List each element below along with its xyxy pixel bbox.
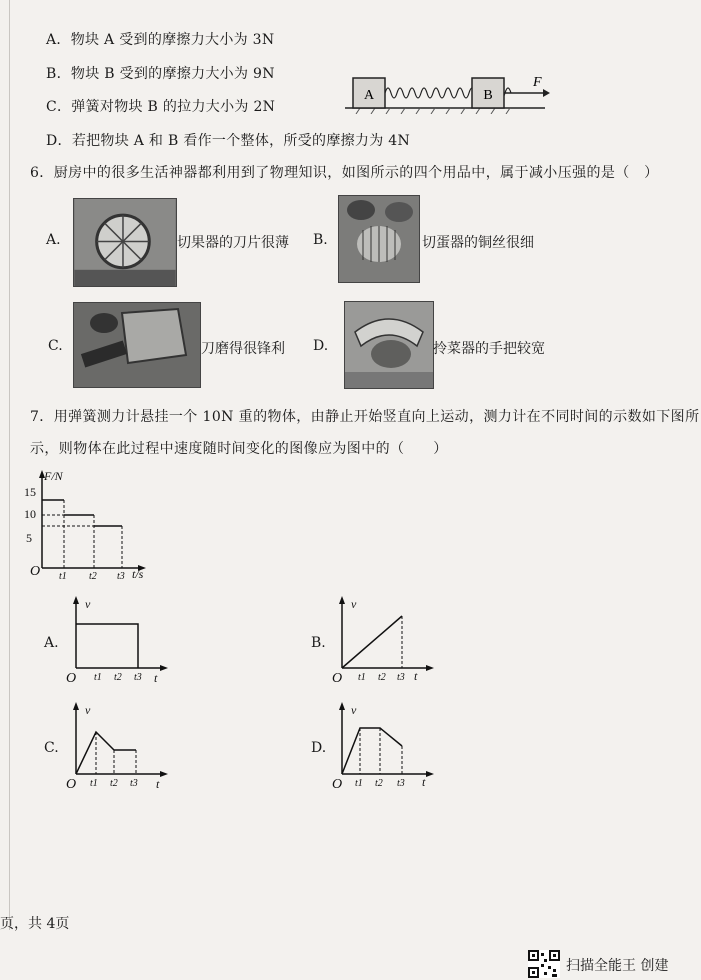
graph-c-t3: t3 [130,778,138,789]
q6-option-c-caption: 刀磨得很锋利 [201,341,285,357]
graph-b-t3: t3 [397,672,405,683]
cleaver-knife-photo [73,302,201,388]
q7-graph-a [64,594,174,684]
graph-c-t1: t1 [90,778,98,789]
graph-d-t2: t2 [375,778,383,789]
q7-choice-b-letter: B. [311,635,326,651]
graph-d-origin: O [332,777,343,792]
graph-c-origin: O [66,777,77,792]
q6-option-b-letter: B. [313,232,328,248]
q7-force-time-graph [20,466,160,584]
force-xtick-t3: t3 [117,571,125,582]
block-b-label: B [483,88,493,103]
page-footer: 页，共 4页 [0,916,70,932]
graph-c-ylabel: v [85,703,91,717]
q7-stem-line1: 7．用弹簧测力计悬挂一个 10N 重的物体，由静止开始竖直向上运动，测力计在不同时间的示数如下图所 [30,409,700,425]
q7-choice-c-letter: C. [44,740,59,756]
q7-choice-a-letter: A. [44,635,59,651]
graph-b-t1: t1 [358,672,366,683]
q6-option-a-letter: A. [46,232,61,248]
graph-a-origin: O [66,671,77,684]
graph-d-t3: t3 [397,778,405,789]
page-margin-line [9,0,10,930]
q6-stem: 6．厨房中的很多生活神器都利用到了物理知识，如图所示的四个用品中，属于减小压强的是（ ） [30,165,659,181]
force-label: F [533,75,542,90]
q6-option-c-letter: C. [48,338,63,354]
q5-option-d: D．若把物块 A 和 B 看作一个整体，所受的摩擦力为 4N [46,133,411,149]
graph-a-t3: t3 [134,672,142,683]
force-ytick-10: 10 [24,507,36,521]
force-ytick-5: 5 [26,531,32,545]
force-ylabel: F/N [44,469,63,483]
graph-a-t1: t1 [94,672,102,683]
block-a-label: A [363,88,375,103]
scanner-watermark: 扫描全能王 创建 [566,958,669,974]
graph-b-xlabel: t [414,669,418,683]
q5-blocks-spring-figure [345,68,555,114]
q7-graph-c [64,700,174,792]
qr-code-icon [528,950,560,978]
force-arrowhead [543,89,550,97]
graph-d-xlabel: t [422,775,426,789]
q7-graph-b [330,594,440,684]
graph-c-t2: t2 [110,778,118,789]
graph-c-xlabel: t [156,777,160,791]
q7-choice-d-letter: D. [311,740,327,756]
q6-option-a-caption: 切果器的刀片很薄 [177,235,289,251]
graph-d-t1: t1 [355,778,363,789]
q5-option-b: B．物块 B 受到的摩擦力大小为 9N [46,66,275,82]
q7-stem-line2: 示，则物体在此过程中速度随时间变化的图像应为图中的（ ） [30,441,448,457]
q6-option-d-letter: D. [313,338,329,354]
graph-b-t2: t2 [378,672,386,683]
graph-a-t2: t2 [114,672,122,683]
graph-d-ylabel: v [351,703,357,717]
bag-carrier-handle-photo [344,301,434,389]
graph-a-xlabel: t [154,671,158,684]
force-xtick-t1: t1 [59,571,67,582]
fruit-slicer-photo [73,198,177,287]
force-ytick-15: 15 [24,485,36,499]
q6-option-d-caption: 拎菜器的手把较宽 [433,341,545,357]
q5-option-a: A．物块 A 受到的摩擦力大小为 3N [46,32,275,48]
q7-graph-d [330,700,440,792]
graph-b-origin: O [332,671,343,684]
force-xlabel: t/s [132,567,144,581]
force-xtick-t2: t2 [89,571,97,582]
graph-b-ylabel: v [351,597,357,611]
force-origin: O [30,564,41,579]
graph-a-ylabel: v [85,597,91,611]
egg-slicer-photo [338,195,420,283]
q6-option-b-caption: 切蛋器的铜丝很细 [422,235,534,251]
q5-option-c: C．弹簧对物块 B 的拉力大小为 2N [46,99,276,115]
